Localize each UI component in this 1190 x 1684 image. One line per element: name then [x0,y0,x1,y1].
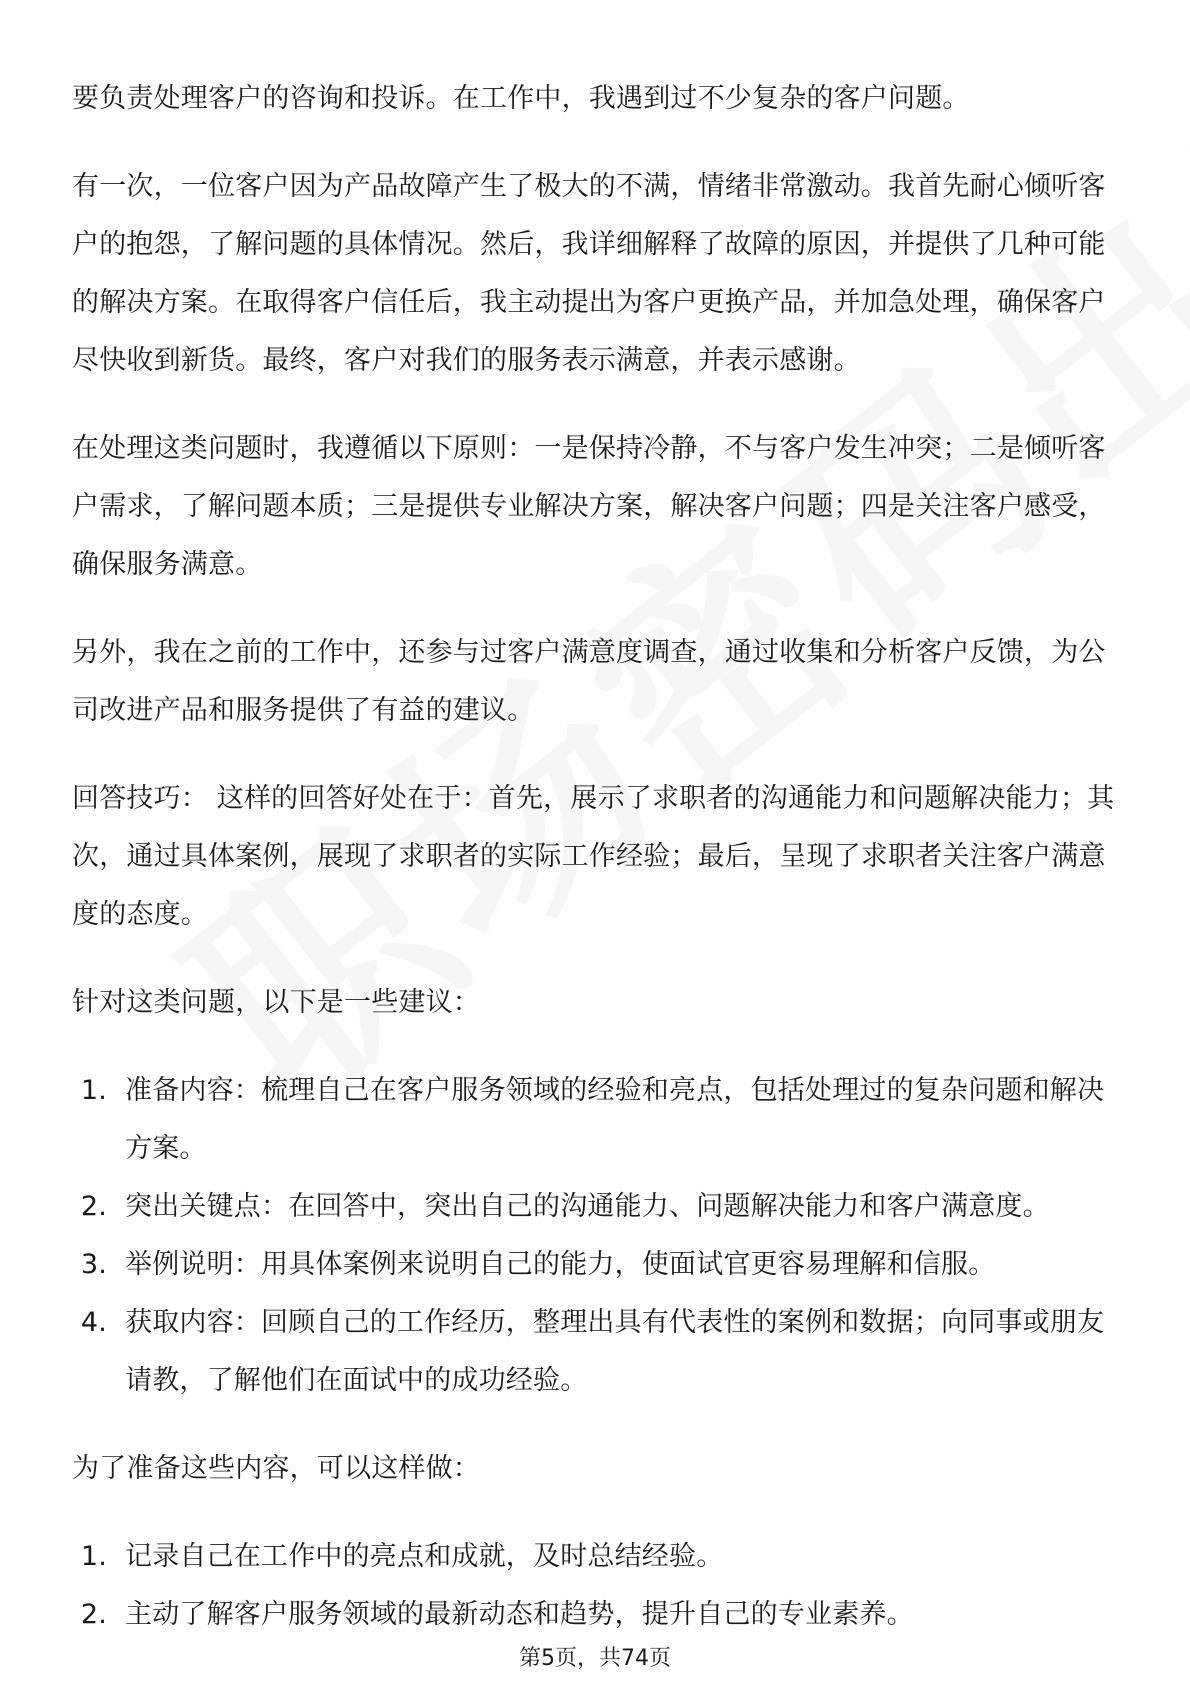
paragraph-intro: 要负责处理客户的咨询和投诉。在工作中，我遇到过不少复杂的客户问题。 [72,83,970,114]
paragraph-principles: 在处理这类问题时，我遵循以下原则：一是保持冷静，不与客户发生冲突；二是倾听客户需求，了解问题本质；三是提供专业解决方案，解决客户问题；四是关注客户感受，确保服务满意。 [72,433,1106,580]
document-body [72,70,1120,1674]
list-item [72,1528,1120,1586]
list-text: 准备内容：梳理自己在客户服务领域的经验和亮点，包括处理过的复杂问题和解决方案。 [125,1075,1105,1164]
list-text: 突出关键点：在回答中，突出自己的沟通能力、问题解决能力和客户满意度。 [125,1191,1050,1222]
paragraph-survey: 另外，我在之前的工作中，还参与过客户满意度调查，通过收集和分析客户反馈，为公司改进产品和服务提供了有益的建议。 [72,637,1106,726]
prep-steps-list [72,1528,1120,1644]
list-text: 获取内容：回顾自己的工作经历，整理出具有代表性的案例和数据；向同事或朋友请教，了解他们在面试中的成功经验。 [125,1307,1105,1396]
list-item [72,1236,1120,1294]
list-number: 1. [80,1541,107,1572]
list-text: 记录自己在工作中的亮点和成就，及时总结经验。 [125,1541,724,1572]
list-item [72,1586,1120,1644]
list-text: 主动了解客户服务领域的最新动态和趋势，提升自己的专业素养。 [125,1599,914,1630]
paragraph-tips: 回答技巧： 这样的回答好处在于：首先，展示了求职者的沟通能力和问题解决能力；其次，通过具体案例，展现了求职者的实际工作经验；最后，呈现了求职者关注客户满意度的态度。 [72,783,1115,930]
list-item [72,1294,1120,1410]
paragraph-case: 有一次，一位客户因为产品故障产生了极大的不满，情绪非常激动。我首先耐心倾听客户的抱怨，了解问题的具体情况。然后，我详细解释了故障的原因，并提供了几种可能的解决方案。在取得客户信任后，我主动提出为客户更换产品，并加急处理，确保客户尽快收到新货。最终，客户对我们的服务表示满意，并表示感谢。 [72,171,1106,376]
list-item [72,1178,1120,1236]
paragraph-prep-intro: 为了准备这些内容，可以这样做： [72,1453,480,1484]
list-text: 举例说明：用具体案例来说明自己的能力，使面试官更容易理解和信服。 [125,1249,996,1280]
paragraph-suggestions-intro: 针对这类问题，以下是一些建议： [72,987,480,1018]
list-number: 3. [80,1249,107,1280]
list-number: 2. [80,1599,107,1630]
suggestions-list [72,1062,1120,1410]
list-number: 4. [80,1307,107,1338]
list-number: 2. [80,1191,107,1222]
list-number: 1. [80,1075,107,1106]
list-item [72,1062,1120,1178]
page-footer: 第5页，共74页 [519,1646,671,1671]
